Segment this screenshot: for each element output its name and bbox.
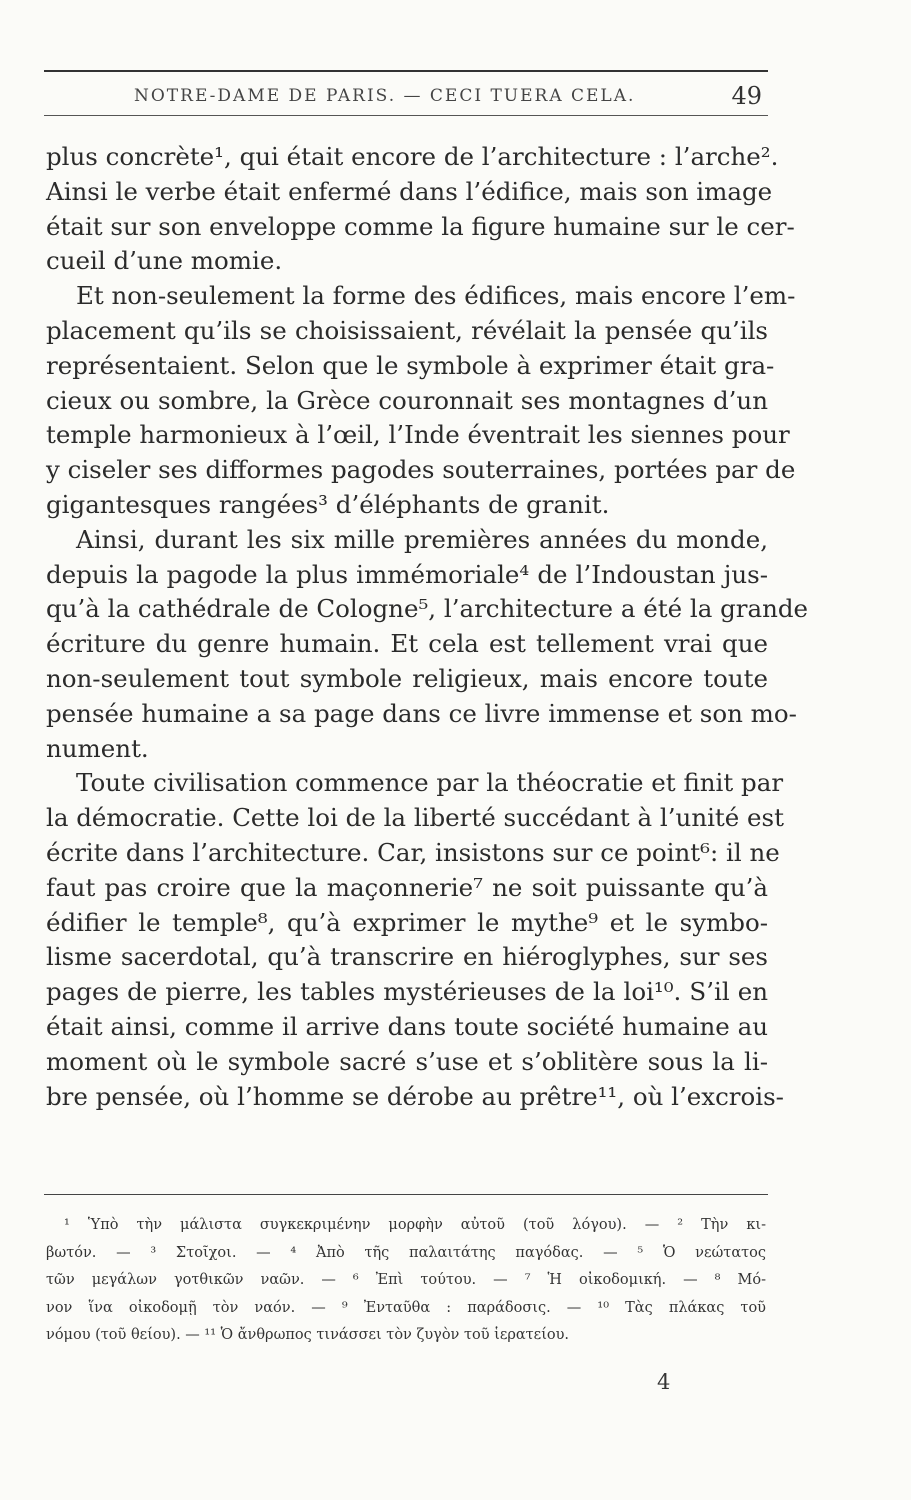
footnotes xyxy=(46,1212,766,1350)
footnote-line: ¹ Ὑπὸ τὴν μάλιστα συγκεκριμένην μορφὴν αὐτοῦ (τοῦ λόγου). — ² Τὴν κι- xyxy=(64,1217,766,1233)
text-line: moment où le symbole sacré s’use et s’oblitère sous la li- xyxy=(46,1046,768,1076)
text-line: Et non-seulement la forme des édifices, mais encore l’em- xyxy=(76,281,796,311)
header-rule xyxy=(44,115,768,116)
footnote-line: νον ἵνα οἰκοδομῇ τὸν ναόν. — ⁹ Ἐνταῦθα : παράδοσις. — ¹⁰ Τὰς πλάκας τοῦ xyxy=(46,1299,766,1316)
text-line: la démocratie. Cette loi de la liberté succédant à l’unité est xyxy=(46,803,784,833)
text-line: était ainsi, comme il arrive dans toute société humaine au xyxy=(46,1011,768,1041)
text-line: y ciseler ses difformes pagodes souterraines, portées par de xyxy=(46,455,796,485)
text-line: était sur son enveloppe comme la figure humaine sur le cer- xyxy=(46,211,795,241)
footnote-line: νόμου (τοῦ θείου). — ¹¹ Ὁ ἄνθρωπος τινάσσει τὸν ζυγὸν τοῦ ἱερατείου. xyxy=(46,1327,570,1343)
text-line: pages de pierre, les tables mystérieuses de la loi¹⁰. S’il en xyxy=(46,977,768,1007)
text-line: plus concrète¹, qui était encore de l’architecture : l’arche². xyxy=(46,142,779,171)
footnote-line: τῶν μεγάλων γοτθικῶν ναῶν. — ⁶ Ἐπὶ τούτου. — ⁷ Ἡ οἰκοδομική. — ⁸ Μό- xyxy=(46,1272,766,1288)
text-line: gigantesques rangées³ d’éléphants de granit. xyxy=(46,489,610,519)
text-line: lisme sacerdotal, qu’à transcrire en hiéroglyphes, sur ses xyxy=(46,942,768,972)
footnote-rule xyxy=(44,1194,768,1195)
text-line: depuis la pagode la plus immémoriale⁴ de l’Indoustan jus- xyxy=(46,559,768,589)
text-line: non-seulement tout symbole religieux, mais encore toute xyxy=(46,663,768,693)
text-line: édifier le temple⁸, qu’à exprimer le mythe⁹ et le symbo- xyxy=(46,907,768,937)
text-line: bre pensée, où l’homme se dérobe au prêtre¹¹, où l’excrois- xyxy=(46,1081,784,1111)
text-line: représentaient. Selon que le symbole à exprimer était gra- xyxy=(46,350,775,380)
text-line: écrite dans l’architecture. Car, insistons sur ce point⁶: il ne xyxy=(46,837,780,867)
top-rule xyxy=(44,70,768,72)
text-line: Ainsi, durant les six mille premières années du monde, xyxy=(76,524,768,554)
running-title: NOTRE-DAME DE PARIS. — CECI TUERA CELA. xyxy=(134,86,636,106)
text-line: faut pas croire que la maçonnerie⁷ ne soit puissante qu’à xyxy=(46,872,768,902)
body-text xyxy=(46,140,809,1114)
text-line: placement qu’ils se choisissaient, révélait la pensée qu’ils xyxy=(46,315,768,345)
text-line: écriture du genre humain. Et cela est tellement vrai que xyxy=(46,629,768,659)
text-line: nument. xyxy=(46,733,149,763)
text-line: cieux ou sombre, la Grèce couronnait ses montagnes d’un xyxy=(46,385,768,415)
text-line: qu’à la cathédrale de Cologne⁵, l’architecture a été la grande xyxy=(46,594,809,624)
text-line: Ainsi le verbe était enfermé dans l’édifice, mais son image xyxy=(46,176,773,206)
footnote-line: βωτόν. — ³ Στοῖχοι. — ⁴ Ἀπὸ τῆς παλαιτάτης παγόδας. — ⁵ Ὁ νεώτατος xyxy=(46,1244,766,1261)
signature-mark: 4 xyxy=(657,1370,671,1394)
page-header xyxy=(44,84,768,114)
text-line: pensée humaine a sa page dans ce livre immense et son mo- xyxy=(46,698,797,728)
text-line: Toute civilisation commence par la théocratie et finit par xyxy=(76,768,784,798)
text-line: cueil d’une momie. xyxy=(46,246,283,276)
text-line: temple harmonieux à l’œil, l’Inde éventrait les siennes pour xyxy=(46,420,790,450)
page-number: 49 xyxy=(731,82,762,110)
